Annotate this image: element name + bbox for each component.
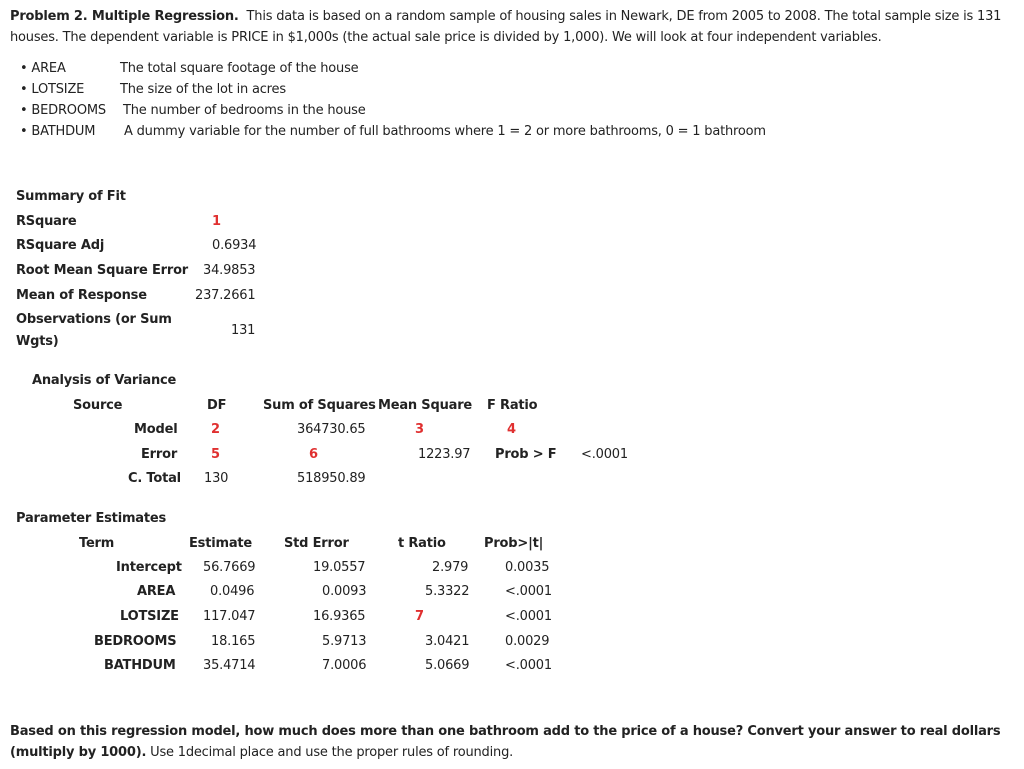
param-term: BEDROOMS xyxy=(94,634,177,649)
anova-df: 2 xyxy=(211,422,220,437)
anova-header: Sum of Squares xyxy=(263,398,376,413)
param-t: 7 xyxy=(415,609,424,624)
param-t: 5.3322 xyxy=(425,584,470,599)
problem-heading: Problem 2. Multiple Regression. xyxy=(10,9,239,24)
param-estimate: 18.165 xyxy=(211,634,256,649)
anova-ms: 3 xyxy=(415,422,424,437)
summary-value: 237.2661 xyxy=(195,288,256,303)
params-title: Parameter Estimates xyxy=(16,511,167,526)
anova-source: C. Total xyxy=(128,471,181,486)
params-header: Term xyxy=(79,536,115,551)
anova-df: 130 xyxy=(204,471,229,486)
summary-value: 1 xyxy=(212,214,221,229)
summary-value: 0.6934 xyxy=(212,238,257,253)
question-rest: Use 1decimal place and use the proper rules of rounding. xyxy=(146,745,514,760)
param-p: 0.0029 xyxy=(505,634,550,649)
param-estimate: 56.7669 xyxy=(203,560,256,575)
summary-value: 131 xyxy=(231,323,256,338)
param-t: 2.979 xyxy=(432,560,469,575)
params-header: Estimate xyxy=(189,536,253,551)
param-term: Intercept xyxy=(116,560,182,575)
summary-label: Observations (or Sum xyxy=(16,312,172,327)
anova-header: Mean Square xyxy=(378,398,473,413)
params-header: t Ratio xyxy=(398,536,446,551)
variable-name: AREA xyxy=(31,61,66,76)
anova-header: F Ratio xyxy=(487,398,538,413)
param-se: 16.9365 xyxy=(313,609,366,624)
anova-df: 5 xyxy=(211,447,220,462)
variable-description: The total square footage of the house xyxy=(120,61,359,76)
anova-ss: 518950.89 xyxy=(297,471,366,486)
question-bold: Based on this regression model, how much does more than one bathroom add to the price of a house? Convert your answer to real dollars (multiply by 1000). xyxy=(10,724,1001,760)
anova-title: Analysis of Variance xyxy=(32,373,177,388)
param-estimate: 35.4714 xyxy=(203,658,256,673)
question-text xyxy=(10,721,1018,763)
variable-name: LOTSIZE xyxy=(31,82,85,97)
summary-label: RSquare Adj xyxy=(16,238,105,253)
variable-name: BEDROOMS xyxy=(31,103,106,118)
list-item: • AREA xyxy=(20,61,66,76)
anova-ss: 6 xyxy=(309,447,318,462)
summary-label: RSquare xyxy=(16,214,77,229)
list-item: • BATHDUM xyxy=(20,124,96,139)
anova-prob: <.0001 xyxy=(581,447,628,462)
anova-header: Source xyxy=(73,398,123,413)
anova-ss: 364730.65 xyxy=(297,422,366,437)
param-se: 19.0557 xyxy=(313,560,366,575)
summary-label-cont: Wgts) xyxy=(16,334,59,349)
summary-label: Root Mean Square Error xyxy=(16,263,189,278)
param-estimate: 0.0496 xyxy=(210,584,255,599)
param-p: <.0001 xyxy=(505,658,552,673)
variable-description: A dummy variable for the number of full bathrooms where 1 = 2 or more bathrooms, 0 = 1 bathroom xyxy=(124,124,766,139)
problem-intro xyxy=(10,6,1015,48)
anova-header: DF xyxy=(207,398,227,413)
anova-ms: 1223.97 xyxy=(418,447,471,462)
problem-description: This data is based on a random sample of housing sales in Newark, DE from 2005 to 2008. The total sample size is 131 houses. The dependent variable is PRICE in $1,000s (the actual sale price is divided by 1,000). We will look at four independent variables. xyxy=(10,9,1002,45)
variable-name: BATHDUM xyxy=(31,124,96,139)
params-header: Prob>|t| xyxy=(484,536,544,551)
list-item: • BEDROOMS xyxy=(20,103,106,118)
variable-description: The number of bedrooms in the house xyxy=(123,103,366,118)
param-term: AREA xyxy=(137,584,176,599)
anova-source: Error xyxy=(141,447,178,462)
anova-f: 4 xyxy=(507,422,516,437)
param-term: LOTSIZE xyxy=(120,609,179,624)
param-t: 5.0669 xyxy=(425,658,470,673)
summary-label: Mean of Response xyxy=(16,288,147,303)
param-se: 5.9713 xyxy=(322,634,367,649)
param-p: 0.0035 xyxy=(505,560,550,575)
anova-prob-label: Prob > F xyxy=(495,447,557,462)
anova-source: Model xyxy=(134,422,178,437)
list-item: • LOTSIZE xyxy=(20,82,85,97)
summary-value: 34.9853 xyxy=(203,263,256,278)
params-header: Std Error xyxy=(284,536,349,551)
param-p: <.0001 xyxy=(505,584,552,599)
param-term: BATHDUM xyxy=(104,658,176,673)
param-t: 3.0421 xyxy=(425,634,470,649)
param-se: 0.0093 xyxy=(322,584,367,599)
param-estimate: 117.047 xyxy=(203,609,256,624)
summary-title: Summary of Fit xyxy=(16,189,126,204)
param-p: <.0001 xyxy=(505,609,552,624)
variable-description: The size of the lot in acres xyxy=(120,82,286,97)
param-se: 7.0006 xyxy=(322,658,367,673)
